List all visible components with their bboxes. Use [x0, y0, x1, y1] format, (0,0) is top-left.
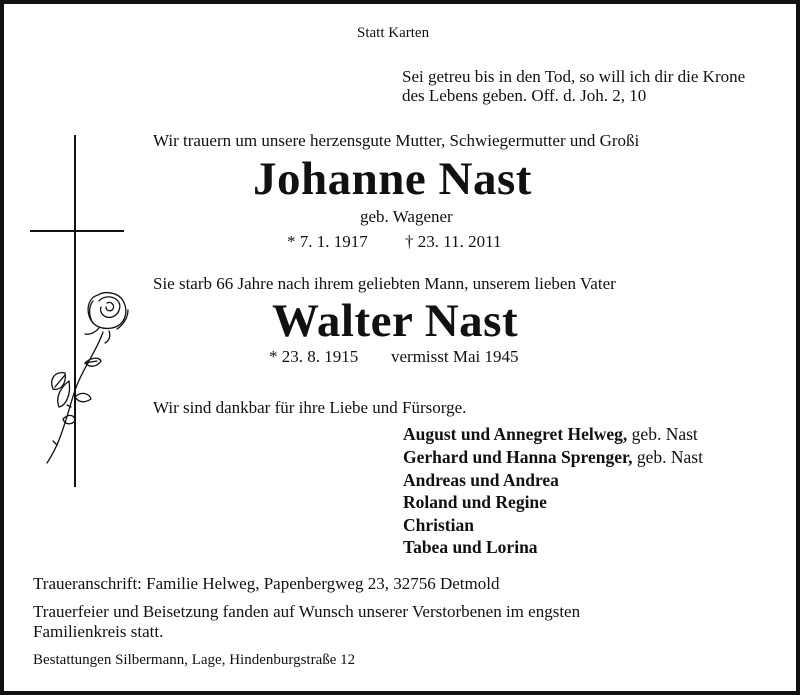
ceremony-note-line-1: Trauerfeier und Beisetzung fanden auf Wunsch unserer Verstorbenen im engsten [33, 602, 581, 621]
deceased-name-husband: Walter Nast [272, 295, 519, 347]
mourner-names: Gerhard und Hanna Sprenger, [403, 447, 633, 467]
thanks-line: Wir sind dankbar für ihre Liebe und Fürsorge. [153, 398, 467, 417]
deceased-name-primary: Johanne Nast [253, 153, 532, 205]
mourner-entry [403, 492, 547, 513]
mourner-entry [403, 515, 474, 536]
mourner-entry [403, 537, 538, 558]
mourner-suffix: geb. Nast [632, 447, 703, 467]
mourner-entry [403, 447, 703, 468]
bible-quote-line-2: des Lebens geben. Off. d. Joh. 2, 10 [402, 86, 647, 105]
mourner-entry [403, 424, 698, 445]
statt-karten-label: Statt Karten [357, 25, 430, 41]
undertaker-line: Bestattungen Silbermann, Lage, Hindenburgstraße 12 [33, 652, 356, 668]
mourning-intro: Wir trauern um unsere herzensgute Mutter, Schwiegermutter und Großi [153, 131, 640, 150]
mourner-names: August und Annegret Helweg, [403, 424, 628, 444]
mourner-names: Christian [403, 515, 474, 535]
birth-date-husband: * 23. 8. 1915 [269, 347, 359, 366]
mourner-names: Tabea und Lorina [403, 537, 538, 557]
mourning-address: Traueranschrift: Familie Helweg, Papenbergweg 23, 32756 Detmold [33, 574, 500, 593]
bible-quote-line-1: Sei getreu bis in den Tod, so will ich dir die Krone [402, 67, 746, 86]
mourner-names: Andreas und Andrea [403, 470, 559, 490]
mourner-entry [403, 470, 559, 491]
ceremony-note-line-2: Familienkreis statt. [33, 622, 164, 641]
rose-icon [47, 293, 128, 463]
mourner-names: Roland und Regine [403, 492, 547, 512]
missing-date-husband: vermisst Mai 1945 [391, 347, 519, 366]
husband-intro: Sie starb 66 Jahre nach ihrem geliebten Mann, unserem lieben Vater [153, 274, 616, 293]
mourner-suffix: geb. Nast [627, 424, 698, 444]
cross-and-rose [25, 135, 135, 495]
maiden-name: geb. Wagener [360, 207, 453, 226]
death-date-primary: † 23. 11. 2011 [405, 232, 502, 251]
birth-date-primary: * 7. 1. 1917 [287, 232, 368, 251]
